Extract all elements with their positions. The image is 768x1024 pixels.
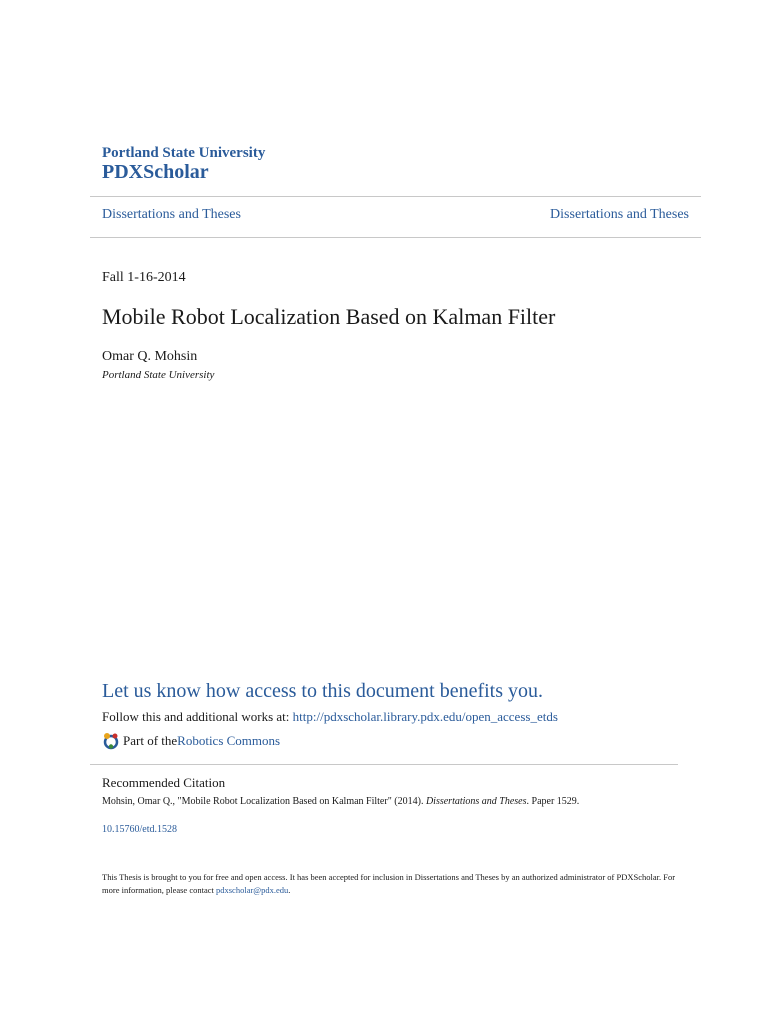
citation-paper: . Paper 1529.	[526, 796, 580, 807]
benefits-link[interactable]: Let us know how access to this document benefits you.	[102, 680, 544, 702]
part-of-label: Part of the	[123, 733, 178, 748]
citation-main: Mohsin, Omar Q., "Mobile Robot Localization Based on Kalman Filter" (2014).	[102, 796, 426, 807]
document-title: Mobile Robot Localization Based on Kalman Filter	[102, 304, 556, 329]
doi-link[interactable]: 10.15760/etd.1528	[102, 824, 177, 835]
part-of-line	[102, 732, 280, 750]
follow-url-link[interactable]: http://pdxscholar.library.pdx.edu/open_access_etds	[292, 709, 558, 724]
repository-name[interactable]: PDXScholar	[102, 161, 209, 183]
access-notice	[102, 871, 682, 897]
citation-text	[102, 796, 579, 807]
network-commons-icon	[102, 732, 120, 750]
nav-link-dissertations-right[interactable]: Dissertations and Theses	[550, 207, 689, 222]
citation-series: Dissertations and Theses	[425, 796, 527, 807]
divider-citation	[90, 764, 678, 765]
divider-nav-bottom	[90, 237, 701, 238]
contact-email-link[interactable]: pdxscholar@pdx.edu	[216, 885, 289, 895]
divider-top	[90, 196, 701, 197]
follow-line	[102, 709, 558, 725]
author-name: Omar Q. Mohsin	[102, 349, 198, 364]
university-name[interactable]: Portland State University	[102, 145, 266, 161]
publication-date: Fall 1-16-2014	[102, 270, 186, 285]
access-notice-text: This Thesis is brought to you for free and open access. It has been accepted for inclusion in Dissertations and Theses by an authorized administrator of PDXScholar. For more information, please contact	[102, 872, 676, 895]
access-notice-end: .	[288, 885, 291, 895]
robotics-commons-link[interactable]: Robotics Commons	[177, 733, 281, 748]
nav-link-dissertations-left[interactable]: Dissertations and Theses	[102, 207, 241, 222]
author-affiliation: Portland State University	[102, 369, 215, 381]
citation-heading: Recommended Citation	[102, 775, 226, 790]
follow-label: Follow this and additional works at:	[102, 709, 293, 724]
